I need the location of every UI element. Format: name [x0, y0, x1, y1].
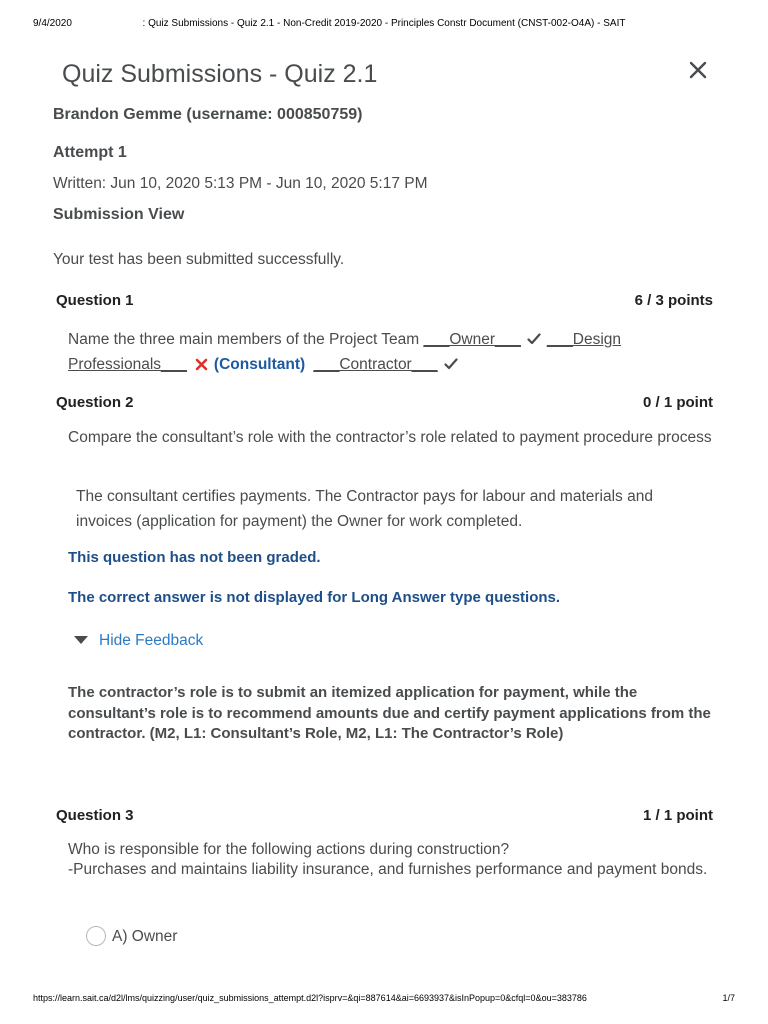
close-button[interactable] — [686, 58, 710, 82]
correct-answer: (Consultant) — [213, 356, 306, 373]
question-points: 6 / 3 points — [634, 292, 713, 309]
page-number: 1/7 — [722, 993, 735, 1003]
close-icon — [686, 58, 710, 82]
hide-feedback-label: Hide Feedback — [99, 632, 204, 649]
print-date: 9/4/2020 — [33, 18, 72, 29]
answer-blank: ___Contractor___ — [313, 356, 438, 373]
question-label: Question 3 — [56, 807, 134, 824]
option-a-radio[interactable] — [86, 926, 177, 946]
attempt-label: Attempt 1 — [53, 144, 127, 161]
answer-hidden-status: The correct answer is not displayed for Long Answer type questions. — [68, 589, 561, 606]
checkmark-icon — [444, 354, 458, 368]
question-body — [68, 327, 713, 377]
radio-circle-icon[interactable] — [86, 926, 106, 946]
question-points: 1 / 1 point — [642, 807, 713, 824]
submission-view-label: Submission View — [53, 206, 185, 223]
caret-down-icon — [74, 636, 88, 644]
question-points: 0 / 1 point — [642, 394, 713, 411]
answer-blank: ___Design — [546, 331, 621, 348]
written-timestamp: Written: Jun 10, 2020 5:13 PM - Jun 10, 2020 5:17 PM — [53, 175, 428, 192]
incorrect-icon — [195, 354, 208, 367]
question-prompt-line: Who is responsible for the following actions during construction? — [68, 841, 510, 858]
question-label: Question 1 — [56, 292, 134, 309]
question-header — [56, 807, 713, 824]
hide-feedback-toggle[interactable] — [74, 632, 203, 650]
question-prompt-line: -Purchases and maintains liability insurance, and furnishes performance and payment bonds. — [68, 861, 708, 878]
question-header — [56, 292, 713, 309]
not-graded-status: This question has not been graded. — [68, 549, 321, 566]
question-prompt — [68, 840, 713, 880]
student-answer: The consultant certifies payments. The Contractor pays for labour and materials and invoices (application for payment) the Owner for work completed. — [76, 488, 653, 530]
student-name: Brandon Gemme (username: 000850759) — [53, 106, 363, 123]
answer-blank: ___Owner___ — [423, 331, 521, 348]
print-url: https://learn.sait.ca/d2l/lms/quizzing/user/quiz_submissions_attempt.d2l?isprv=&qi=887614&ai=6693937&isInPopup=0&cfql=0&ou=383786 — [33, 993, 587, 1003]
page-title: Quiz Submissions - Quiz 2.1 — [62, 60, 378, 88]
question-prompt: Compare the consultant’s role with the contractor’s role related to payment procedure process — [68, 429, 712, 446]
feedback-text: The contractor’s role is to submit an itemized application for payment, while the consultant’s role is to recommend amounts due and certify payment applications from the contractor. (M2, L1: Consultant’s Role, M2, L1: The Contractor’s Role) — [68, 684, 711, 742]
question-label: Question 2 — [56, 394, 134, 411]
question-header — [56, 394, 713, 411]
checkmark-icon — [527, 329, 541, 343]
success-message: Your test has been submitted successfully. — [53, 251, 345, 268]
print-doc-title: : Quiz Submissions - Quiz 2.1 - Non-Credit 2019-2020 - Principles Constr Document (CNST-002-O4A) - SAIT — [142, 18, 626, 29]
answer-blank: Professionals___ — [68, 356, 187, 373]
option-label: A) Owner — [112, 928, 178, 945]
question-prompt: Name the three main members of the Project Team — [68, 331, 420, 348]
